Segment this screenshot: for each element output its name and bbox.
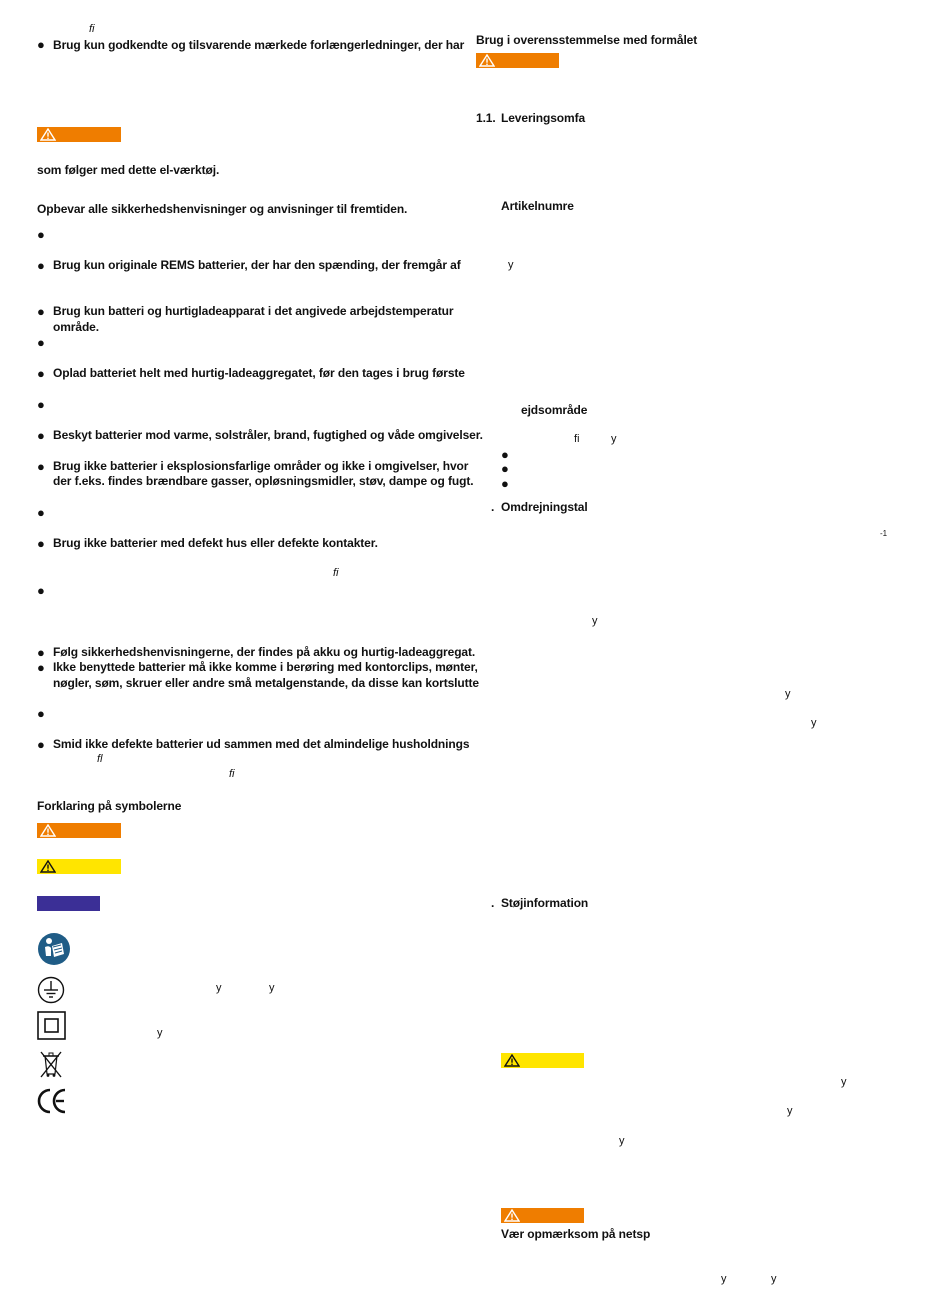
caution-symbol bbox=[37, 859, 121, 874]
notice-symbol bbox=[37, 896, 100, 911]
bullet: ● bbox=[37, 583, 45, 598]
text-fragment: y bbox=[157, 1027, 163, 1039]
text-tool-note: som følger med dette el-værktøj. bbox=[37, 163, 220, 177]
text-fragment: y bbox=[216, 982, 222, 994]
weee-disposal-icon bbox=[38, 1049, 64, 1079]
protective-earth-icon bbox=[37, 976, 65, 1004]
ligature-fragment: ﬁ bbox=[333, 567, 339, 579]
bullet: ● bbox=[37, 428, 45, 443]
text-temperature-2: område. bbox=[53, 320, 99, 334]
text-charge-battery: Oplad batteriet helt med hurtig-ladeaggregatet, før den tages i brug første bbox=[53, 366, 465, 380]
text-fragment: y bbox=[721, 1273, 727, 1285]
text-follow-safety: Følg sikkerhedshenvisningerne, der findes på akku og hurtig-ladeaggregat. bbox=[53, 645, 476, 659]
section-number: 1.1. bbox=[476, 111, 496, 125]
bullet: ● bbox=[37, 536, 45, 551]
symbols-heading: Forklaring på symbolerne bbox=[37, 799, 182, 813]
text-keep-instructions: Opbevar alle sikkerhedshenvisninger og anvisninger til fremtiden. bbox=[37, 202, 408, 216]
text-explosive-2: der f.eks. findes brændbare gasser, opløsningsmidler, støv, dampe og fugt. bbox=[53, 474, 474, 488]
read-manual-icon bbox=[37, 932, 71, 966]
bullet: ● bbox=[37, 737, 45, 752]
text-fragment: y bbox=[811, 717, 817, 729]
caution-triangle-icon bbox=[40, 860, 56, 873]
text-fragment: y bbox=[841, 1076, 847, 1088]
text-mains-voltage: Vær opmærksom på netsp bbox=[501, 1227, 651, 1241]
text-fragment: y bbox=[619, 1135, 625, 1147]
caution-label bbox=[501, 1053, 584, 1068]
ligature-fragment: ﬁ bbox=[229, 768, 235, 780]
warning-label bbox=[476, 53, 559, 68]
warning-triangle-icon bbox=[40, 824, 56, 837]
bullet: ● bbox=[37, 227, 45, 242]
superscript-fragment: -1 bbox=[880, 529, 888, 538]
warning-triangle-icon bbox=[40, 128, 56, 141]
heading-work-range: ejdsområde bbox=[521, 403, 588, 417]
bullet: ● bbox=[37, 660, 45, 675]
bullet: ● bbox=[501, 447, 509, 462]
text-fragment: y bbox=[269, 982, 275, 994]
bullet: ● bbox=[37, 397, 45, 412]
heading-article-numbers: Artikelnumre bbox=[501, 199, 574, 213]
heading-noise-information: Støjinformation bbox=[501, 896, 589, 910]
warning-symbol bbox=[37, 823, 121, 838]
bullet: ● bbox=[37, 335, 45, 350]
bullet: ● bbox=[37, 304, 45, 319]
ce-mark-icon bbox=[37, 1087, 67, 1115]
heading-rpm: Omdrejningstal bbox=[501, 500, 588, 514]
section-number: . bbox=[491, 500, 495, 514]
bullet: ● bbox=[37, 37, 45, 52]
text-fragment: y bbox=[787, 1105, 793, 1117]
heading-intended-use: Brug i overensstemmelse med formålet bbox=[476, 33, 698, 47]
text-unused-batteries-1: Ikke benyttede batterier må ikke komme i berøring med kontorclips, mønter, bbox=[53, 660, 478, 674]
text-extension-cords: Brug kun godkendte og tilsvarende mærkede forlængerledninger, der har bbox=[53, 38, 465, 52]
text-temperature-1: Brug kun batteri og hurtigladeapparat i det angivede arbejdstemperatur bbox=[53, 304, 454, 318]
text-fragment: y bbox=[592, 615, 598, 627]
text-protect-batteries: Beskyt batterier mod varme, solstråler, brand, fugtighed og våde omgivelser. bbox=[53, 428, 483, 442]
text-rems-batteries: Brug kun originale REMS batterier, der har den spænding, der fremgår af bbox=[53, 258, 461, 272]
bullet: ● bbox=[37, 366, 45, 381]
bullet: ● bbox=[37, 706, 45, 721]
text-fragment: y bbox=[611, 433, 617, 445]
warning-label bbox=[501, 1208, 584, 1223]
text-fragment: y bbox=[771, 1273, 777, 1285]
text-fragment: y bbox=[508, 259, 514, 271]
bullet: ● bbox=[37, 258, 45, 273]
text-defect-housing: Brug ikke batterier med defekt hus eller defekte kontakter. bbox=[53, 536, 378, 550]
text-dispose-batteries: Smid ikke defekte batterier ud sammen med det almindelige husholdnings bbox=[53, 737, 470, 751]
warning-triangle-icon bbox=[504, 1209, 520, 1222]
protection-class-ii-icon bbox=[37, 1011, 66, 1040]
caution-triangle-icon bbox=[504, 1054, 520, 1067]
section-number: . bbox=[491, 896, 495, 910]
bullet: ● bbox=[501, 476, 509, 491]
text-explosive-1: Brug ikke batterier i eksplosionsfarlige områder og ikke i omgivelser, hvor bbox=[53, 459, 469, 473]
text-unused-batteries-2: nøgler, søm, skruer eller andre små metalgenstande, da disse kan kortslutte bbox=[53, 676, 479, 690]
bullet: ● bbox=[37, 459, 45, 474]
ligature-fragment: ﬂ bbox=[97, 753, 103, 765]
heading-scope-of-delivery: Leveringsomfa bbox=[501, 111, 586, 125]
bullet: ● bbox=[37, 505, 45, 520]
warning-label bbox=[37, 127, 121, 142]
text-fragment: ﬁ bbox=[574, 433, 580, 445]
bullet: ● bbox=[37, 645, 45, 660]
bullet: ● bbox=[501, 461, 509, 476]
ligature-fragment: ﬁ bbox=[89, 23, 95, 35]
text-fragment: y bbox=[785, 688, 791, 700]
warning-triangle-icon bbox=[479, 54, 495, 67]
